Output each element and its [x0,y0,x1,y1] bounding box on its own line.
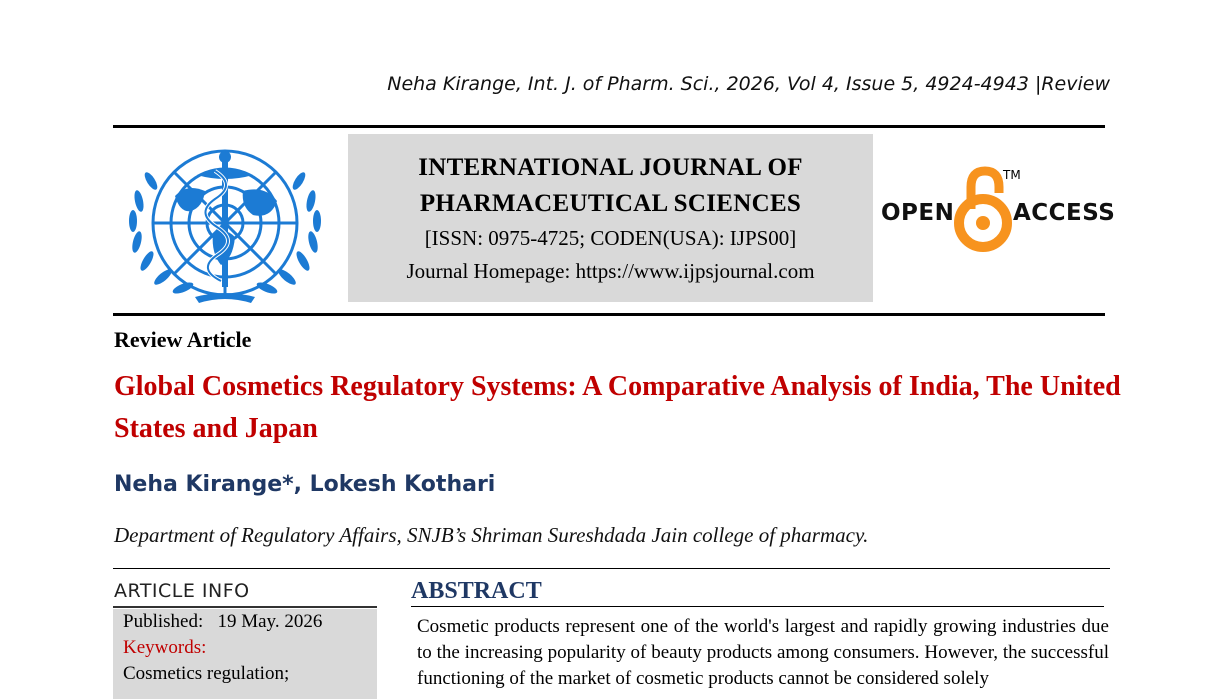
open-access-open-text: OPEN [881,200,955,226]
section-divider [113,568,1110,569]
abstract-text: Cosmetic products represent one of the world's largest and rapidly growing industries due to the increasing popularity of beauty products among consumers. However, the successful functioning of the market of cosmetic products cannot be considered solely [417,616,1109,689]
running-header: Neha Kirange, Int. J. of Pharm. Sci., 2026, Vol 4, Issue 5, 4924-4943 |Review [387,73,1110,95]
journal-emblem-icon [125,141,325,305]
header-top-rule [113,125,1105,128]
published-label: Published: [123,611,204,632]
article-authors: Neha Kirange*, Lokesh Kothari [114,472,496,497]
author-affiliation: Department of Regulatory Affairs, SNJB’s Shriman Sureshdada Jain college of pharmacy. [114,523,869,547]
article-type: Review Article [114,327,252,352]
published-row [113,609,377,635]
article-title: Global Cosmetics Regulatory Systems: A Comparative Analysis of India, The United States and Japan [114,371,1121,444]
open-access-access-text: ACCESS [1013,200,1116,226]
trademark-mark: TM [1003,168,1021,182]
published-date: 19 May. 2026 [217,611,323,632]
journal-issn: [ISSN: 0975-4725; CODEN(USA): IJPS00] [424,226,797,250]
journal-homepage: Journal Homepage: https://www.ijpsjournal.com [406,259,815,283]
abstract-heading: ABSTRACT [411,578,542,604]
article-info-heading: ARTICLE INFO [114,580,250,602]
article-info-underline [113,606,377,608]
keywords-label: Keywords: [123,637,207,658]
journal-title [348,150,873,222]
journal-title-line-2: PHARMACEUTICAL SCIENCES [419,190,802,217]
keyword-item: Cosmetics regulation; [123,663,290,684]
journal-masthead [348,134,873,302]
abstract-underline [411,606,1104,607]
article-info-box [113,609,377,699]
journal-title-line-1: INTERNATIONAL JOURNAL OF [418,154,803,181]
header-bottom-rule [113,313,1105,316]
